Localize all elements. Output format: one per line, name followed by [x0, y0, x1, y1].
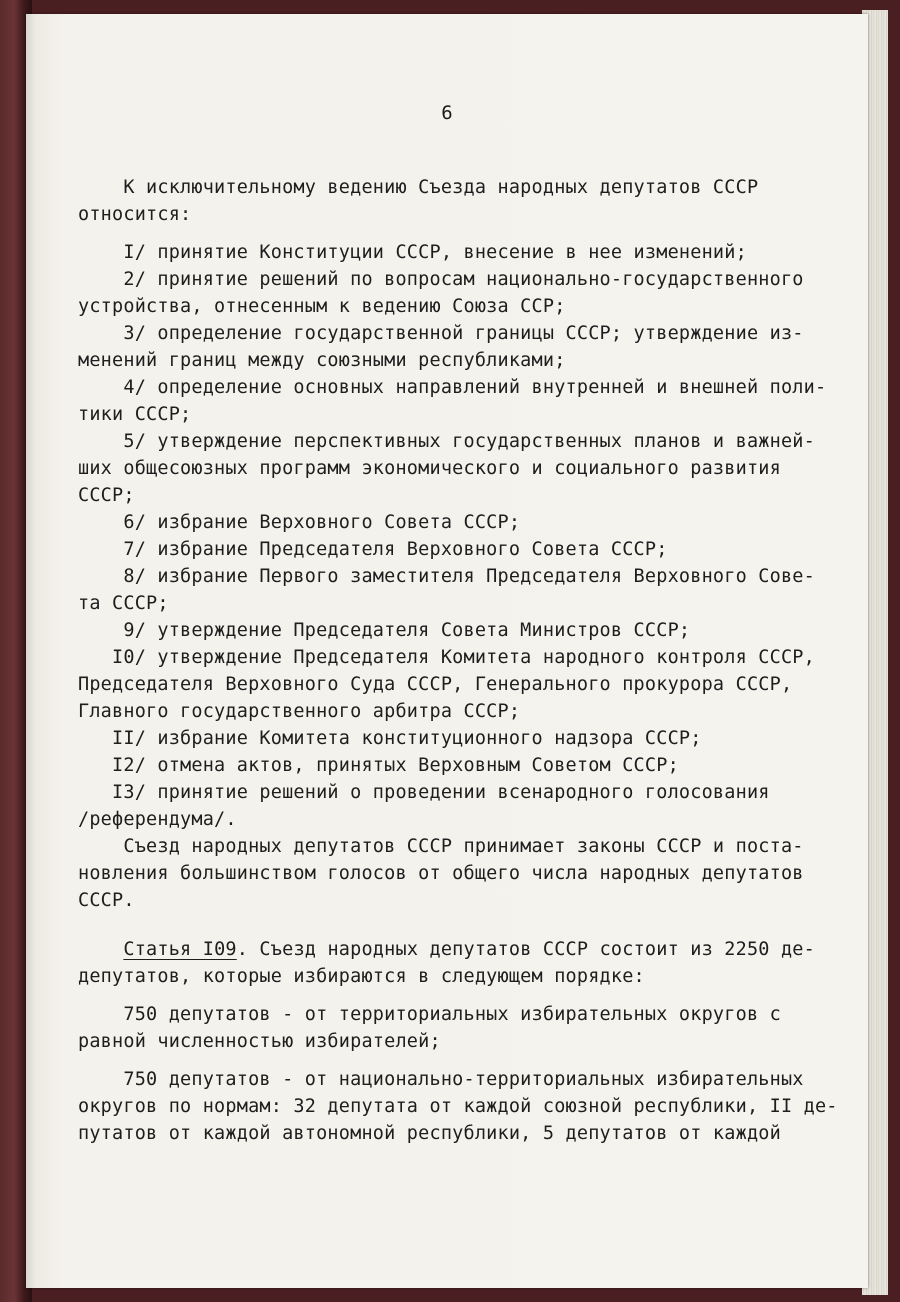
text-line: та СССР; [78, 593, 169, 614]
article-indent [78, 939, 123, 960]
article-text: . Съезд народных депутатов СССР состоит из 2250 де- [236, 939, 815, 960]
text-line: 2/ принятие решений по вопросам национально-государственного [78, 269, 804, 290]
document-page [26, 14, 868, 1288]
text-line: ших общесоюзных программ экономического и социального развития [78, 458, 781, 479]
body-text [78, 174, 838, 1147]
article-heading: Статья I09 [123, 939, 237, 960]
paragraph-gap [78, 228, 838, 239]
text-line: депутатов, которые избираются в следующем порядке: [78, 966, 645, 987]
text-line: 3/ определение государственной границы СССР; утверждение из- [78, 323, 804, 344]
text-line: относится: [78, 204, 192, 225]
text-line: 750 депутатов - от территориальных избирательных округов с [78, 1004, 781, 1025]
article-heading-line [78, 936, 838, 963]
text-line: 7/ избрание Председателя Верховного Совета СССР; [78, 539, 668, 560]
text-line: 4/ определение основных направлений внутренней и внешней поли- [78, 377, 827, 398]
text-line: Главного государственного арбитра СССР; [78, 701, 521, 722]
text-line: СССР; [78, 485, 135, 506]
text-line: I3/ принятие решений о проведении всенародного голосования [78, 782, 770, 803]
text-line: путатов от каждой автономной республики, 5 депутатов от каждой [78, 1123, 781, 1144]
text-line: устройства, отнесенным к ведению Союза ССР; [78, 296, 566, 317]
text-line: 8/ избрание Первого заместителя Председателя Верховного Сове- [78, 566, 815, 587]
page-number: 6 [441, 102, 453, 124]
text-line: менений границ между союзными республиками; [78, 350, 566, 371]
text-line: округов по нормам: 32 депутата от каждой союзной республики, II де- [78, 1096, 838, 1117]
text-line: II/ избрание Комитета конституционного надзора СССР; [78, 728, 702, 749]
text-line: I2/ отмена актов, принятых Верховным Советом СССР; [78, 755, 679, 776]
text-line: 9/ утверждение Председателя Совета Министров СССР; [78, 620, 691, 641]
text-line: /референдума/. [78, 809, 237, 830]
paragraph-gap [78, 914, 838, 925]
text-line: 6/ избрание Верховного Совета СССР; [78, 512, 521, 533]
text-line: I/ принятие Конституции СССР, внесение в нее изменений; [78, 242, 747, 263]
paragraph-gap [78, 1055, 838, 1066]
text-line: равной численностью избирателей; [78, 1031, 441, 1052]
text-line: тики СССР; [78, 404, 192, 425]
text-line: 750 депутатов - от национально-территориальных избирательных [78, 1069, 804, 1090]
text-line: Съезд народных депутатов СССР принимает законы СССР и поста- [78, 836, 804, 857]
text-line: СССР. [78, 890, 135, 911]
text-line: Председателя Верховного Суда СССР, Генерального прокурора СССР, [78, 674, 793, 695]
text-line: новления большинством голосов от общего числа народных депутатов [78, 863, 804, 884]
text-line: I0/ утверждение Председателя Комитета народного контроля СССР, [78, 647, 815, 668]
text-line: К исключительному ведению Съезда народных депутатов СССР [78, 177, 759, 198]
paragraph-gap [78, 990, 838, 1001]
text-line: 5/ утверждение перспективных государственных планов и важней- [78, 431, 815, 452]
paragraph-gap [78, 925, 838, 936]
